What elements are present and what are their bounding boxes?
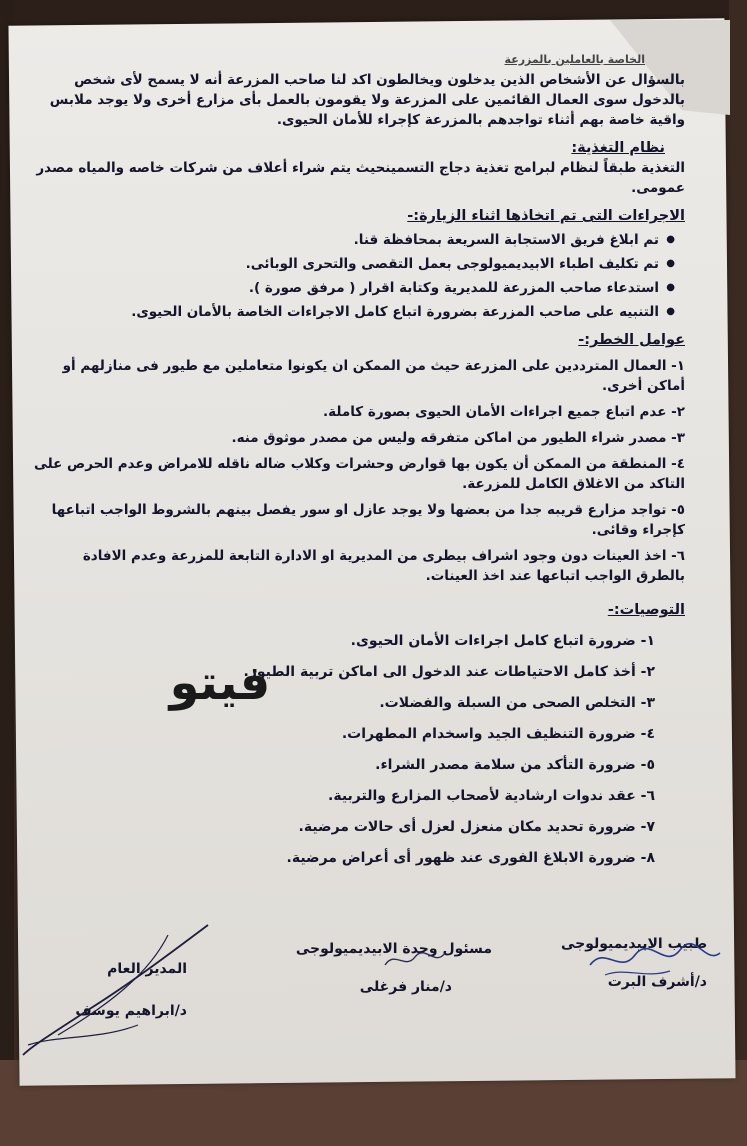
list-item: ● التنبيه على صاحب المزرعة بضرورة اتباع كامل الاجراءات الخاصة بالأمان الحيوى. bbox=[30, 302, 675, 322]
procedures-heading: الاجراءات التى تم اتخاذها اثناء الزيارة:- bbox=[407, 208, 685, 224]
list-item: ٢- أخذ كامل الاحتياطات عند الدخول الى اماكن تربية الطيور. bbox=[243, 664, 655, 680]
list-item: ٣- التخلص الصحى من السبلة والفضلات. bbox=[379, 695, 655, 711]
recommendations-list bbox=[30, 631, 685, 868]
cut-header: الخاصة بالعاملين بالمزرعة bbox=[504, 53, 645, 66]
list-item: ٥- ضرورة التأكد من سلامة مصدر الشراء. bbox=[375, 757, 655, 773]
signature-director bbox=[75, 955, 187, 1025]
feeding-text: التغذية طبقاً لنظام لبرامج تغذية دجاج التسمينحيث يتم شراء أعلاف من شركات خاصه والمياه مصدر عمومى. bbox=[36, 160, 685, 196]
list-item: ٦- عقد ندوات ارشادية لأصحاب المزارع والتربية. bbox=[328, 788, 655, 804]
watermark-text: فيتو bbox=[169, 655, 271, 711]
risk-list bbox=[30, 356, 685, 586]
procedures-list bbox=[30, 230, 685, 322]
director-title: المدير العام bbox=[107, 961, 187, 977]
list-item: ٣- مصدر شراء الطيور من اماكن متفرقه وليس من مصدر موثوق منه. bbox=[231, 430, 685, 446]
signature-unit-head bbox=[296, 935, 492, 1001]
unit-head-title: مسئول وحدة الابيديميولوجى bbox=[295, 941, 492, 957]
list-item: ١- ضرورة اتباع كامل اجراءات الأمان الحيوى. bbox=[350, 633, 655, 649]
list-item: ٨- ضرورة الابلاغ الفورى عند ظهور أى أعراض مرضية. bbox=[286, 850, 655, 866]
list-item: ٥- تواجد مزارع قريبه جدا من بعضها ولا يوجد عازل او سور يفصل بينهم بالشروط الواجب اتباعها كإجراء وقائى. bbox=[51, 502, 685, 538]
list-item: ● تم تكليف اطباء الابيديميولوجى بعمل التقصى والتحرى الوبائى. bbox=[30, 254, 675, 274]
feeding-heading: نظام التغذية: bbox=[571, 140, 665, 156]
list-item: ٧- ضرورة تحديد مكان منعزل لعزل أى حالات مرضية. bbox=[298, 819, 655, 835]
director-name: د/ابراهيم يوسف bbox=[75, 1003, 187, 1019]
recommendations-heading: التوصيات:- bbox=[607, 602, 685, 618]
watermark-logo bbox=[150, 655, 290, 715]
list-item: ● استدعاء صاحب المزرعة للمديرية وكتابة اقرار ( مرفق صورة ). bbox=[30, 278, 675, 298]
intro-paragraph: بالسؤال عن الأشخاص الذين يدخلون ويخالطون اكد لنا صاحب المزرعة أنه لا يسمح لأى شخص بالدخول سوى العمال القائمين على المزرعة ولا يقومون بالعمل بأى مزارع أخرى ولا يوجد ملابس واقية خاصة بهم أثناء تواجدهم بالمزرعة كإجراء للأمان الحيوى. bbox=[49, 72, 685, 128]
list-item: ١- العمال المترددين على المزرعة حيث من الممكن ان يكونوا متعاملين مع طيور فى منازلهم أو أماكن أخرى. bbox=[62, 358, 685, 394]
list-item: ٦- اخذ العينات دون وجود اشراف بيطرى من المديرية او الادارة التابعة للمزرعة وعدم الافادة بالطرق الواجب اتباعها عند اخذ العينات. bbox=[82, 548, 685, 584]
risk-heading: عوامل الخطر:- bbox=[578, 332, 685, 348]
unit-head-name: د/منار فرغلى bbox=[359, 979, 452, 995]
document-body bbox=[30, 50, 685, 879]
epi-doctor-name: د/أشرف البرت bbox=[607, 974, 707, 990]
list-item: ٤- المنطقة من الممكن أن يكون بها قوارض وحشرات وكلاب ضاله ناقله للامراض وعدم الحرص على التاكد من الاغلاق الكامل للمزرعة. bbox=[33, 456, 685, 492]
list-item: ٢- عدم اتباع جميع اجراءات الأمان الحيوى بصورة كاملة. bbox=[323, 404, 685, 420]
list-item: ● تم ابلاغ فريق الاستجابة السريعة بمحافظة قنا. bbox=[30, 230, 675, 250]
epi-doctor-title: طبيب الابيديميولوجى bbox=[560, 936, 707, 952]
signature-epi-doctor bbox=[561, 930, 707, 996]
list-item: ٤- ضرورة التنظيف الجيد واسخدام المطهرات. bbox=[341, 726, 655, 742]
